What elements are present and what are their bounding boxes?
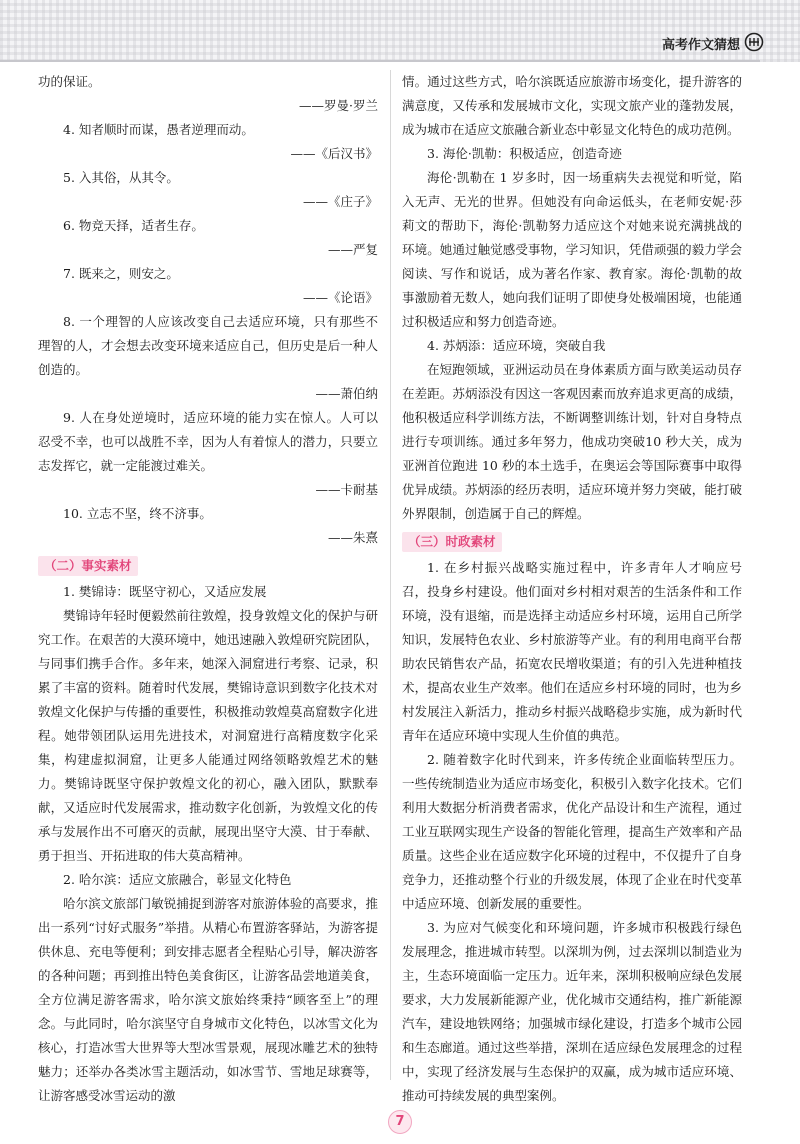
policy-paragraph: 2. 随着数字化时代到来，许多传统企业面临转型压力。一些传统制造业为适应市场变化，积极引入数字化技术。它们利用大数据分析消费者需求，优化产品设计和生产流程，通过工业互联网实现生产设备的智能化管理，提高生产效率和产品质量。这些企业在适应数字化环境的过程中，不仅提升了自身竞争力，还推动整个行业的升级发展，体现了企业在时代变革中适应环境、创新发展的重要性。: [402, 752, 742, 911]
quote-attribution: ——卡耐基: [315, 482, 378, 497]
item-body: 在短跑领域，亚洲运动员在身体素质方面与欧美运动员存在差距。苏炳添没有因这一客观因素而放弃追求更高的成绩，他积极适应科学训练方法，不断调整训练计划，针对自身特点进行专项训练。通过多年努力，他成功突破10 秒大关，成为亚洲首位跑进 10 秒的本土选手，在奥运会等国际赛事中取得优异成绩。苏炳添的经历表明，适应环境并努力突破，能打破外界限制，创造属于自己的辉煌。: [402, 362, 742, 521]
quote-text: 6. 物竞天择，适者生存。: [63, 218, 204, 233]
item-body: 哈尔滨文旅部门敏锐捕捉到游客对旅游体验的高要求，推出一系列“讨好式服务”举措。从精心布置游客驿站，为游客提供休息、充电等便利；到安排志愿者全程贴心引导，解决游客的各种问题；再到推出特色美食街区，让游客品尝地道美食，全方位满足游客需求，哈尔滨文旅始终秉持“顾客至上”的理念。与此同时，哈尔滨坚守自身城市文化特色，以冰雪文化为核心，打造冰雪大世界等大型冰雪景观，展现冰雕艺术的独特魅力；还举办各类冰雪主题活动，如冰雪节、雪地足球赛等，让游客感受冰雪运动的激: [38, 896, 378, 1103]
quote-attribution: ——《论语》: [302, 290, 378, 305]
section-heading: （二）事实素材: [38, 556, 138, 576]
policy-paragraph: 1. 在乡村振兴战略实施过程中，许多青年人才响应号召，投身乡村建设。他们面对乡村相对艰苦的生活条件和工作环境，没有退缩，而是选择主动适应乡村环境，运用自己所学知识，发展特色农业、乡村旅游等产业。有的利用电商平台帮助农民销售农产品，拓宽农民增收渠道；有的引入先进种植技术，提高农业生产效率。他们在适应乡村环境的同时，也为乡村发展注入新活力，推动乡村振兴战略稳步实施，成为新时代青年在适应环境中实现人生价值的典范。: [402, 560, 742, 743]
header-rule: [0, 60, 760, 62]
quote-tail: 功的保证。: [38, 74, 101, 89]
quote-text: 4. 知者顺时而谋，愚者逆理而动。: [63, 122, 254, 137]
item-title: 2. 哈尔滨：适应文旅融合，彰显文化特色: [63, 872, 292, 887]
right-column: [402, 70, 742, 1108]
column-divider: [390, 70, 391, 1080]
quote-text: 8. 一个理智的人应该改变自己去适应环境，只有那些不理智的人，才会想去改变环境来适应自己，但历史是后一种人创造的。: [38, 314, 378, 377]
item-title: 3. 海伦·凯勒：积极适应，创造奇迹: [427, 146, 622, 161]
section-heading: （三）时政素材: [402, 532, 502, 552]
left-column: [38, 70, 378, 1108]
quote-attribution: ——罗曼·罗兰: [299, 98, 378, 113]
quote-attribution: ——萧伯纳: [315, 386, 378, 401]
item-body-continued: 情。通过这些方式，哈尔滨既适应旅游市场变化，提升游客的满意度，又传承和发展城市文化，实现文旅产业的蓬勃发展，成为城市在适应文旅融合新业态中彰显文化特色的成功范例。: [402, 74, 742, 137]
quote-text: 9. 人在身处逆境时，适应环境的能力实在惊人。人可以忍受不幸，也可以战胜不幸，因为人有着惊人的潜力，只要立志发挥它，就一定能渡过难关。: [38, 410, 378, 473]
policy-paragraph: 3. 为应对气候变化和环境问题，许多城市积极践行绿色发展理念，推进城市转型。以深圳为例，过去深圳以制造业为主，生态环境面临一定压力。近年来，深圳积极响应绿色发展要求，大力发展新能源产业，优化城市交通结构，推广新能源汽车，建设地铁网络；加强城市绿化建设，打造多个城市公园和生态廊道。通过这些举措，深圳在适应绿色发展理念的过程中，实现了经济发展与生态保护的双赢，成为城市适应环境、推动可持续发展的典型案例。: [402, 920, 742, 1103]
item-title: 4. 苏炳添：适应环境，突破自我: [427, 338, 606, 353]
item-body: 海伦·凯勒在 1 岁多时，因一场重病失去视觉和听觉，陷入无声、无光的世界。但她没有向命运低头，在老师安妮·莎莉文的帮助下，海伦·凯勒努力适应这个对她来说充满挑战的环境。她通过触觉感受事物，学习知识，凭借顽强的毅力学会阅读、写作和说话，成为著名作家、教育家。海伦·凯勒的故事激励着无数人，她向我们证明了即使身处极端困境，也能通过积极适应和努力创造奇迹。: [402, 170, 742, 329]
quote-attribution: ——朱熹: [327, 530, 378, 545]
header-title: 高考作文猜想: [661, 38, 740, 53]
quote-text: 7. 既来之，则安之。: [63, 266, 179, 281]
quote-attribution: ——《庄子》: [302, 194, 378, 209]
item-title: 1. 樊锦诗：既坚守初心，又适应发展: [63, 584, 267, 599]
quote-attribution: ——严复: [327, 242, 378, 257]
series-logo-icon: [744, 32, 764, 52]
item-body: 樊锦诗年轻时便毅然前往敦煌，投身敦煌文化的保护与研究工作。在艰苦的大漠环境中，她迅速融入敦煌研究院团队，与同事们携手合作。多年来，她深入洞窟进行考察、记录，积累了丰富的资料。随着时代发展，樊锦诗意识到数字化技术对敦煌文化保护与传播的重要性，积极推动敦煌莫高窟数字化进程。她带领团队运用先进技术，对洞窟进行高精度数字化采集，构建虚拟洞窟，让更多人能通过网络领略敦煌艺术的魅力。樊锦诗既坚守保护敦煌文化的初心，融入团队，默默奉献，又适应时代发展需求，推动数字化创新，为敦煌文化的传承与发展作出不可磨灭的贡献，展现出坚守大漠、甘于奉献、勇于担当、开拓进取的伟大莫高精神。: [38, 608, 378, 863]
quote-text: 10. 立志不坚，终不济事。: [63, 506, 212, 521]
page-number: 7: [388, 1110, 412, 1134]
quote-text: 5. 入其俗，从其令。: [63, 170, 179, 185]
quote-attribution: ——《后汉书》: [290, 146, 378, 161]
